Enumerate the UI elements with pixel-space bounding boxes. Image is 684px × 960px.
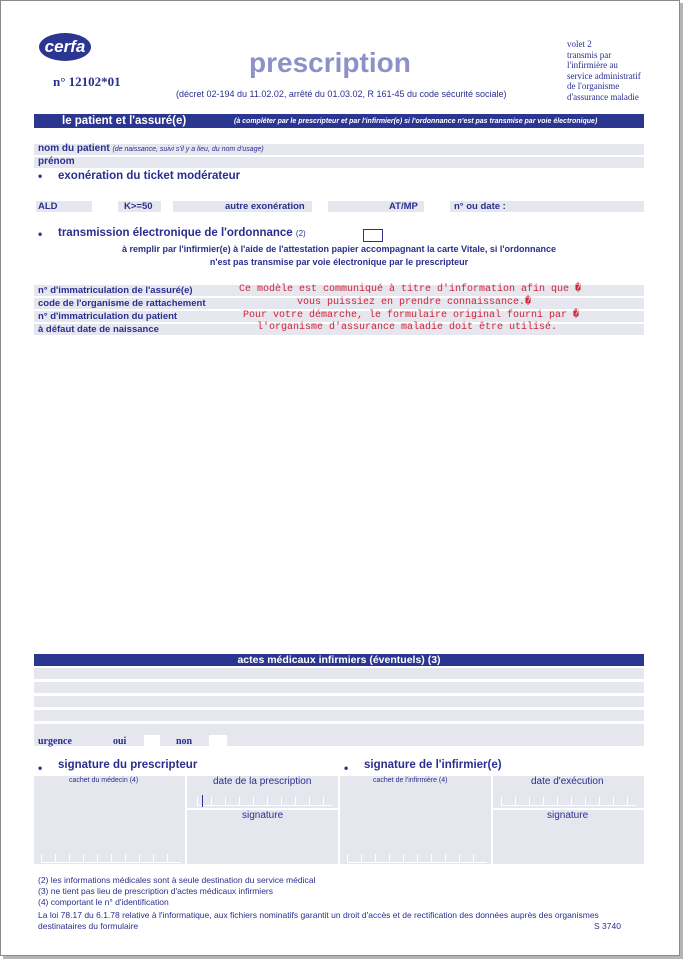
bullet-icon: •	[38, 169, 43, 183]
stamp-tick-marks	[41, 854, 181, 863]
urgence-oui-label: oui	[113, 736, 127, 747]
notice-line-3: Pour votre démarche, le formulaire original fourni par �	[243, 310, 580, 321]
volet-line: volet 2	[567, 39, 592, 49]
nurse-signature-label: signature	[547, 810, 589, 821]
divider	[92, 201, 118, 212]
date-tick-marks	[501, 797, 636, 806]
notice-line-1: Ce modèle est communiqué à titre d'information afin que �	[239, 284, 582, 295]
birth-date-label: à défaut date de naissance	[38, 324, 159, 335]
nurse-stamp-label: cachet de l'infirmière (4)	[373, 777, 448, 784]
patient-name-label-text: nom du patient	[38, 143, 110, 154]
actes-section-header: actes médicaux infirmiers (éventuels) (3)	[34, 654, 644, 666]
nurse-signature-title: signature de l'infirmier(e)	[364, 759, 502, 771]
volet-note	[567, 39, 677, 102]
notice-line-2: vous puissiez en prendre connaissance.�	[297, 297, 532, 308]
prescription-date-label: date de la prescription	[213, 776, 312, 787]
law-notice-line-1: La loi 78.17 du 6.1.78 relative à l'informatique, aux fichiers nominatifs garantit un droit d'accès et de rectification des données auprès des organismes	[38, 910, 599, 920]
date-cursor	[202, 795, 203, 807]
bullet-icon: •	[38, 761, 43, 775]
volet-line: d'assurance maladie	[567, 91, 639, 102]
acte-row[interactable]	[34, 682, 644, 693]
nurse-stamp-box[interactable]	[340, 776, 491, 864]
patient-firstname-label: prénom	[38, 156, 75, 167]
decree-reference: (décret 02-194 du 11.02.02, arrêté du 01.03.02, R 161-45 du code sécurité sociale)	[176, 89, 507, 99]
exo-atmp-checkbox[interactable]: AT/MP	[389, 201, 418, 212]
notice-line-4: l'organisme d'assurance maladie doit être utilisé.	[257, 322, 558, 333]
divider	[312, 201, 328, 212]
date-tick-marks	[197, 797, 332, 806]
patient-section-note: (à compléter par le prescripteur et par l'infirmier(e) si l'ordonnance n'est pas transmise par voie électronique)	[234, 118, 598, 125]
patient-section-title: le patient et l'assuré(e)	[62, 115, 187, 127]
patient-firstname-field[interactable]	[34, 157, 644, 168]
patient-name-note: (de naissance, suivi s'il y a lieu, du nom d'usage)	[112, 146, 264, 153]
insured-number-label: n° d'immatriculation de l'assuré(e)	[38, 285, 193, 296]
bullet-icon: •	[38, 227, 43, 241]
urgence-non-checkbox[interactable]	[209, 735, 227, 746]
form-code: S 3740	[594, 921, 621, 931]
divider	[424, 201, 450, 212]
urgence-oui-checkbox[interactable]	[144, 735, 160, 746]
execution-date-label: date d'exécution	[531, 776, 604, 787]
exo-ald-checkbox[interactable]: ALD	[38, 201, 58, 212]
patient-number-label: n° d'immatriculation du patient	[38, 311, 178, 322]
patient-name-label	[38, 143, 264, 154]
divider	[34, 201, 36, 212]
transmission-line-1: à remplir par l'infirmier(e) à l'aide de l'attestation papier accompagnant la carte Vitale, si l'ordonnance	[121, 244, 557, 254]
transmission-title-text: transmission électronique de l'ordonnance	[58, 227, 293, 239]
law-notice	[38, 910, 648, 931]
cerfa-logo: cerfa	[39, 33, 91, 61]
exoneration-title: exonération du ticket modérateur	[58, 170, 241, 182]
transmission-instructions	[34, 243, 644, 269]
form-number: n° 12102*01	[53, 74, 121, 89]
doctor-stamp-label: cachet du médecin (4)	[69, 777, 139, 784]
stamp-tick-marks	[347, 854, 487, 863]
exo-number-date-label: n° ou date :	[454, 201, 506, 212]
exo-autre-checkbox[interactable]: autre exonération	[225, 201, 305, 212]
acte-row[interactable]	[34, 696, 644, 707]
volet-line: de l'organisme	[567, 81, 620, 91]
volet-line: service administratif	[567, 70, 641, 81]
acte-row[interactable]	[34, 710, 644, 721]
footnote-2: (2) les informations médicales sont à seule destination du service médical	[38, 875, 316, 885]
acte-row[interactable]	[34, 724, 644, 735]
patient-section-header	[34, 114, 644, 128]
organism-code-label: code de l'organisme de rattachement	[38, 298, 206, 309]
footnote-4: (4) comportant le n° d'identification	[38, 897, 169, 907]
doctor-stamp-box[interactable]	[34, 776, 185, 864]
urgence-label: urgence	[38, 736, 72, 747]
prescriber-signature-title: signature du prescripteur	[58, 759, 198, 771]
footnote-3: (3) ne tient pas lieu de prescription d'actes médicaux infirmiers	[38, 886, 274, 896]
page-title: prescription	[249, 47, 411, 78]
volet-line: l'infirmière au	[567, 60, 618, 70]
divider	[161, 201, 173, 212]
volet-line: transmis par	[567, 49, 612, 60]
bullet-icon: •	[344, 761, 349, 775]
prescriber-signature-label: signature	[242, 810, 284, 821]
law-notice-line-2: destinataires du formulaire	[38, 920, 139, 931]
acte-row[interactable]	[34, 668, 644, 679]
transmission-line-2: n'est pas transmise par voie électronique par le prescripteur	[209, 257, 469, 267]
urgence-non-label: non	[176, 736, 193, 747]
transmission-title	[58, 227, 306, 239]
exo-k50-checkbox[interactable]: K>=50	[124, 201, 153, 212]
transmission-ref: (2)	[295, 229, 306, 238]
transmission-checkbox[interactable]	[363, 229, 383, 242]
